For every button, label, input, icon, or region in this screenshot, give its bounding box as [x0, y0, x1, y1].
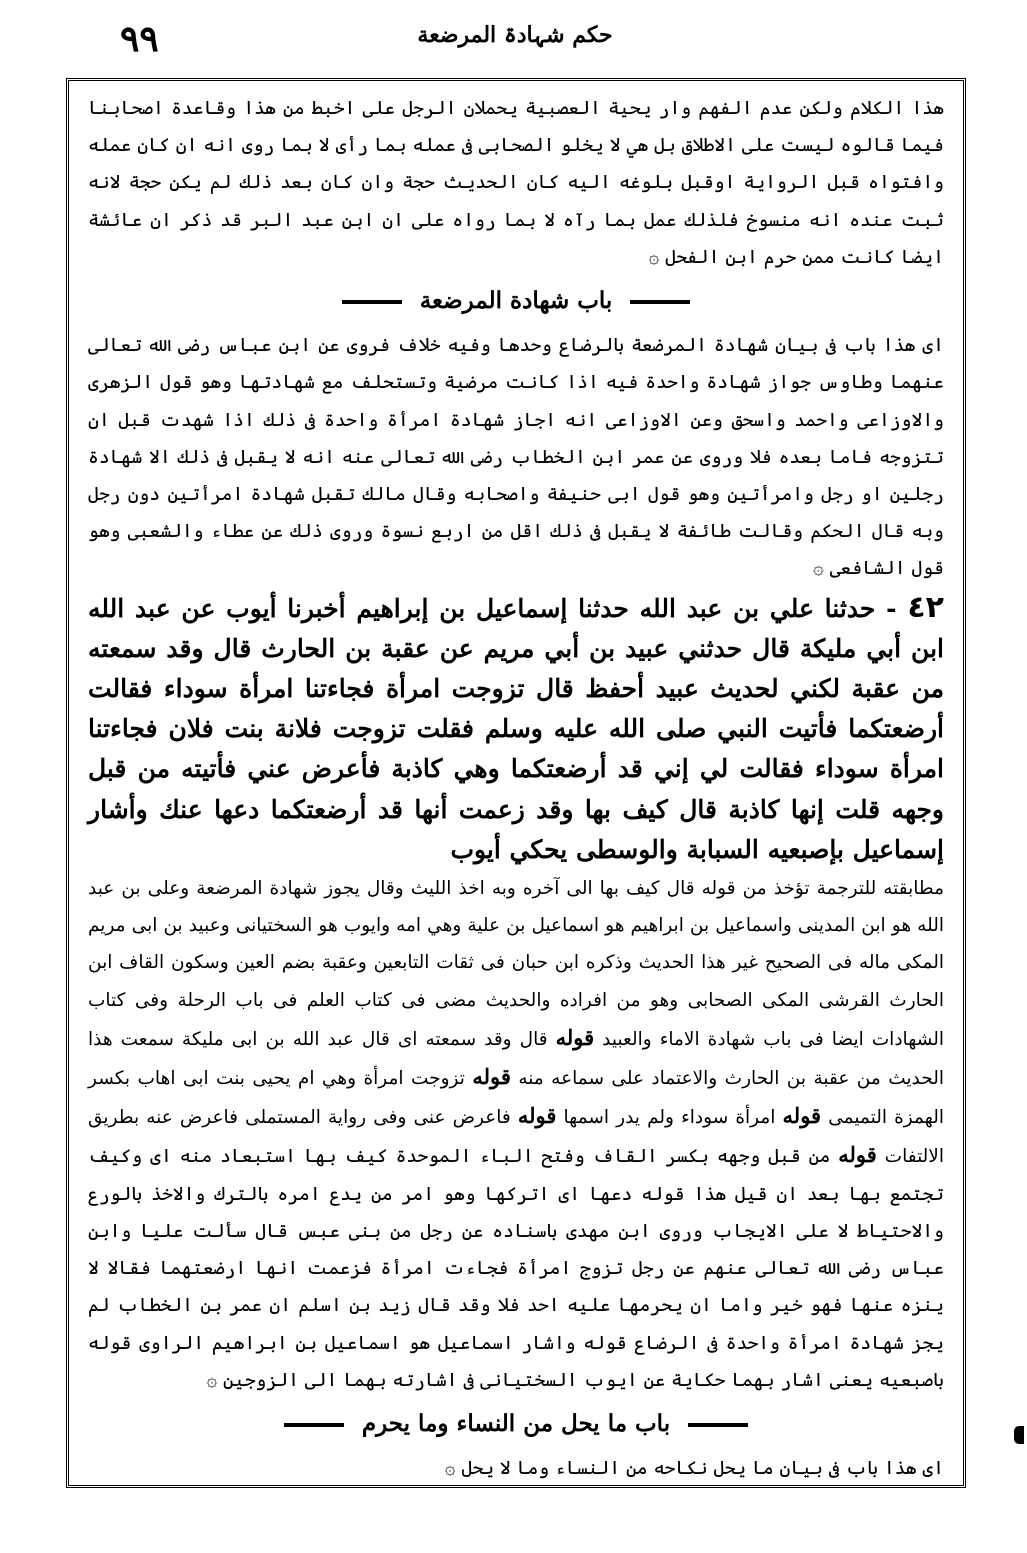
commentary-text-2: قال وقد سمعته اى قال عبد الله بن ابى مليكة سمعت هذا الحديث من عقبة بن الحارث والاعتماد على سماعه منه [88, 1028, 944, 1090]
heading-ornament-right [688, 1423, 748, 1427]
next-chapter-heading-text: باب ما يحل من النساء وما يحرم [361, 1409, 671, 1437]
page-number: ٩٩ [120, 18, 159, 60]
commentary-paragraph [88, 870, 944, 1399]
heading-ornament-left [284, 1423, 344, 1427]
intro-paragraph: هذا الكلام ولكن عدم الفهم وار يحية العصبية يحملان الرجل على اخبط من هذا وقاعدة اصحابنا فيما قالوه ليست على الاطلاق بل هي لا يخلو الصحابى فى عمله بما رأى لا بما روى انه ان كان عمله وافتواه قبل الرواية اوقبل بلوغه اليه كان الحديث حجة وان كان بعد ذلك لم يكن حجة لانه ثبت عنده انه منسوخ فلذلك عمل بما رآه لا بما رواه على ان ابن عبد البر قد ذكر ان عائشة ايضا كانت ممن حرم ابن الفحل ۞ [88, 98, 944, 268]
commentary-text-6: من قبل وجهه بكسر القاف وفتح الباء الموحدة [395, 1146, 831, 1168]
chapter-commentary: اى هذا باب فى بيان شهادة المرضعة بالرضاع وحدها وفيه خلاف فروى عن ابن عباس رضى الله تعالى عنهما وطاوس جواز شهادة واحدة فيه اذا كانت مرضية وتستحلف مع شهادتها وهو قول الزهرى والاوزاعى واحمد واسحق وعن الاوزاعى انه اجاز شهادة امرأة واحدة فى ذلك اذا شهدت قبل ان تتزوجه فاما بعده فلا وروى عن عمر ابن الخطاب رضى الله تعالى عنه انه لا يقبل فى ذلك الا شهادة رجلين او رجل وامرأتين وهو قول ابى حنيفة واصحابه وقال مالك تقبل شهادة امرأتين دون رجل وبه قال الحكم وقالت طائفة لا يقبل فى ذلك اقل من اربع نسوة وروى ذلك عن عطاء والشعبى وهو قول الشافعى ۞ [88, 335, 944, 580]
keyword-qawluh: قوله [555, 1024, 595, 1050]
running-title: حکم شہادۃ المرضعة [417, 22, 613, 48]
hadith-body: حدثنا علي بن عبد الله حدثنا إسماعيل بن إبراهيم أخبرنا أيوب عن عبد الله ابن أبي مليكة قال حدثني عبيد بن أبي مريم عن عقبة بن الحارث قال وقد سمعته من عقبة لكني لحديث عبيد أحفظ قال تزوجت امرأة فجاءتنا امرأة سوداء فقالت أرضعتكما فأتيت النبي صلى الله عليه وسلم فقلت تزوجت فلانة بنت فلان فجاءتنا امرأة سوداء فقالت لي إني قد أرضعتكما وهي كاذبة فأعرض عني فأتيته من قبل وجهه قلت إنها كاذبة قال كيف بها وقد زعمت أنها قد أرضعتكما دعها عنك وأشار إسماعيل بإصبعيه السبابة والوسطى يحكي أيوب [88, 593, 944, 864]
keyword-qawluh: قوله [517, 1103, 557, 1129]
hadith-number: ٤٢ [907, 589, 944, 625]
commentary-text-4: امرأة سوداء ولم يدر اسمها [563, 1107, 776, 1129]
hadith-text: ٤٢ - حدثنا علي بن عبد الله حدثنا إسماعيل بن إبراهيم أخبرنا أيوب عن عبد الله ابن أبي مليكة قال حدثني عبيد بن أبي مريم عن عقبة بن الحارث قال وقد سمعته من عقبة لكني لحديث عبيد أحفظ قال تزوجت امرأة فجاءتنا امرأة سوداء فقالت أرضعتكما فأتيت النبي صلى الله عليه وسلم فقلت تزوجت فلانة بنت فلان فجاءتنا امرأة سوداء فقالت لي إني قد أرضعتكما وهي كاذبة فأعرض عني فأتيته من قبل وجهه قلت إنها كاذبة قال كيف بها وقد زعمت أنها قد أرضعتكما دعها عنك وأشار إسماعيل بإصبعيه السبابة والوسطى يحكي أيوب [88, 589, 944, 864]
keyword-qawluh: قوله [782, 1103, 822, 1129]
margin-mark [1014, 1426, 1024, 1444]
heading-ornament-left [342, 300, 402, 304]
keyword-qawluh: قوله [838, 1142, 877, 1168]
next-chapter-commentary: اى هذا باب فى بيان ما يحل نكاحه من النساء وما لا يحل ۞ [444, 1458, 944, 1480]
heading-ornament-right [630, 300, 690, 304]
commentary-text-5: فاعرض عنى وفى رواية المستملى فاعرض عنه بطريق الالتفات [88, 1107, 944, 1168]
chapter-heading [88, 282, 944, 319]
commentary-text-7: كيف بها استبعاد منه اى وكيف تجتمع بها بعد ان قيل هذا قوله دعها اى اتركها وهو امر من يدع امره بالترك والاخذ بالورع والاحتياط لا على الايجاب وروى ابن مهدى باسناده عن رجل من بنى عبس قال سألت عليا وابن عباس رضى الله تعالى عنهم عن رجل تزوج امرأة فجاءت امرأة فزعمت انها ارضعتهما فقالا لا ينزه عنها فهو خير واما ان يحرمها عليه احد فلا وقد قال زيد بن اسلم ان عمر بن الخطاب لم يجز شهادة امرأة واحدة فى الرضاع قوله واشار اسماعيل هو اسماعيل بن ابراهيم الراوى قوله باصبعيه يعنى اشار بهما حكاية عن ايوب السختيانى فى اشارته بهما الى الزوجين ۞ [88, 1146, 944, 1391]
commentary-text-1: مطابقته للترجمة تؤخذ من قوله قال كيف بها الى آخره وبه اخذ الليث وقال يجوز شهادة المرضعة وعلى بن عبد الله هو ابن المدينى واسماعيل بن ابراهيم هو اسماعيل بن علية وهي امه وايوب هو السختيانى وعبيد بن ابى مريم المكى ماله فى الصحيح غير هذا الحديث وذكره ابن حبان فى ثقات التابعين وعقبة بضم العين وسكون القاف ابن الحارث القرشى المكى الصحابى وهو من افراده والحديث مضى فى كتاب العلم فى باب الرحلة وفى كتاب الشهادات ايضا فى باب شهادة الاماء والعبيد [88, 878, 944, 1050]
page-body [88, 90, 944, 1487]
commentary-text-3: تزوجت امرأة وهي ام يحيى بنت ابى اهاب بكسر الهمزة التميمى [88, 1068, 944, 1129]
next-chapter-heading [88, 1405, 944, 1442]
chapter-heading-text: باب شهادة المرضعة [419, 287, 613, 315]
keyword-qawluh: قوله [472, 1064, 511, 1090]
page-header [70, 18, 960, 62]
